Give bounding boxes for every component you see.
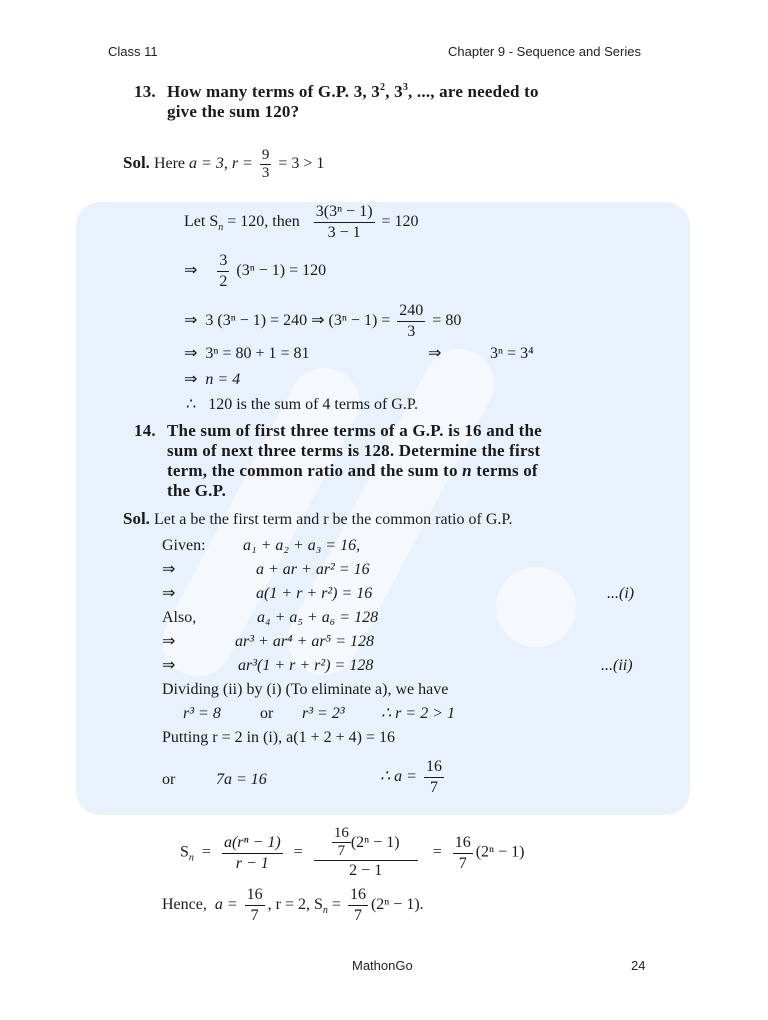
question-14-number: 14. [134,421,156,440]
step-n-equals-4: ⇒ n = 4 [184,371,241,388]
header-class: Class 11 [108,44,158,59]
footer-brand: MathonGo [352,958,413,973]
equation-5: ar³ + ar⁴ + ar⁵ = 128 [235,633,374,650]
equation-2: a + ar + ar² = 16 [256,561,370,578]
question-13-number: 13. [134,82,156,101]
conclusion-13: ∴ 120 is the sum of 4 terms of G.P. [186,396,418,413]
implies-symbol: ⇒ [162,585,176,602]
equation-tag-i: ...(i) [607,585,635,602]
dividing-text: Dividing (ii) by (i) (To eliminate a), we have [162,681,449,698]
also-equation: a₄ + a₅ + a₆ = 128 [257,609,379,626]
step-3-pow-4: 3ⁿ = 3⁴ [490,345,534,362]
question-14-line1: The sum of first three terms of a G.P. is 16 and the [167,421,542,440]
fraction: $\frac{9}{3}$ [261,147,270,181]
question-14-line3: term, the common ratio and the sum to n terms of [167,461,538,480]
seven-a-equation: 7a = 16 [216,771,267,788]
equation-tag-ii: ...(ii) [601,657,633,674]
also-label: Also, [162,609,197,626]
sn-formula: $S_n$ = $\frac{\text{a(rⁿ − 1)}}{r - 1}$ = $\frac{16}{7}$ (2ⁿ − 1) 2 − 1 = $\frac{16}{7}$ (2ⁿ − 1) [180,825,525,879]
implies-symbol: ⇒ [428,345,442,362]
solution-13: Sol. Here a = 3, r = $\frac{9}{3}$ = 3 > 1 [123,147,325,181]
or-label: or [260,705,274,722]
implies-symbol: ⇒ [162,561,176,578]
given-equation: a₁ + a₂ + a₃ = 16, [243,537,361,554]
hence-result: Hence, a = $\frac{16}{7}$ , r = 2, $S_n$ = $\frac{16}{7}$ (2ⁿ − 1). [162,886,424,924]
solution-14-intro: Sol. Let a be the first term and r be the common ratio of G.P. [123,509,513,528]
step-let-sn: Let $S_n = 120$, then $\frac{\text{3(3ⁿ − 1)}}{3 - 1}$ = 120 [184,203,419,241]
a-value: ∴ a = $\frac{16}{7}$ [380,758,442,796]
watermark-dot-icon [496,567,576,647]
question-13-line1: How many terms of G.P. 3, $3^2$, $3^3$, ..., are needed to [167,82,539,101]
equation-6: ar³(1 + r + r²) = 128 [238,657,374,674]
question-14-line4: the G.P. [167,481,227,500]
implies-symbol: ⇒ [162,633,176,650]
implies-symbol: ⇒ [162,657,176,674]
header-chapter: Chapter 9 - Sequence and Series [448,44,641,59]
given-label: Given: [162,537,206,554]
putting-text: Putting r = 2 in (i), a(1 + 2 + 4) = 16 [162,729,395,746]
r-cubed-2-cubed: r³ = 2³ [302,705,345,722]
question-13-line2: give the sum 120? [167,102,300,121]
step-81: ⇒ 3ⁿ = 80 + 1 = 81 [184,345,310,362]
question-14-line2: sum of next three terms is 128. Determine the first [167,441,541,460]
r-cubed-8: r³ = 8 [183,705,221,722]
page-number: 24 [631,958,646,973]
r-equals-2: ∴ r = 2 > 1 [381,705,455,722]
or-label: or [162,771,176,788]
equation-3: a(1 + r + r²) = 16 [256,585,373,602]
step-3-over-2: ⇒ $\frac{3}{2}$ (3ⁿ − 1) = 120 [184,252,327,290]
step-240: ⇒ 3 (3ⁿ − 1) = 240 ⇒ (3ⁿ − 1) = $\frac{240}{3}$ = 80 [184,302,462,340]
